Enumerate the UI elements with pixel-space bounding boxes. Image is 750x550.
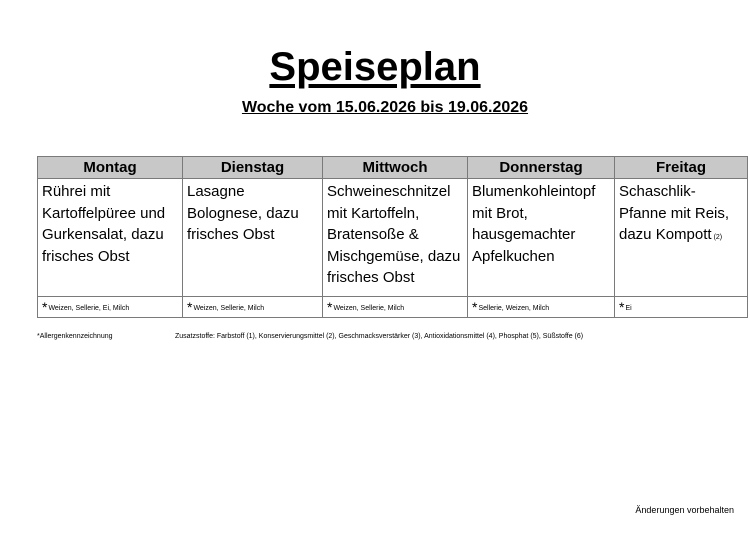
dish-mittwoch — [323, 179, 468, 297]
allergen-list: Sellerie, Weizen, Milch — [478, 305, 550, 312]
day-header-row — [38, 157, 748, 179]
menu-table — [37, 156, 748, 318]
allergen-row — [38, 297, 748, 318]
allergens-donnerstag — [468, 297, 615, 318]
allergen-star: * — [327, 299, 333, 315]
dish-row — [38, 179, 748, 297]
day-header-donnerstag: Donnerstag — [468, 157, 615, 179]
allergen-list: Ei — [625, 305, 632, 312]
allergens-montag — [38, 297, 183, 318]
dish-text: Lasagne Bolognese, dazu frisches Obst — [187, 183, 299, 243]
dish-freitag — [615, 179, 748, 297]
dish-text: Rührei mit Kartoffelpüree und Gurkensalat, dazu frisches Obst — [42, 183, 166, 265]
week-range: Woche vom 15.06.2026 bis 19.06.2026 — [241, 99, 529, 116]
day-header-mittwoch: Mittwoch — [323, 157, 468, 179]
allergens-mittwoch — [323, 297, 468, 318]
dish-text: Schweineschnitzel mit Kartoffeln, Bratensoße & Mischgemüse, dazu frisches Obst — [327, 183, 461, 286]
allergen-list: Weizen, Sellerie, Milch — [333, 305, 405, 312]
allergen-star: * — [619, 299, 625, 315]
additive-reference: (2) — [713, 234, 723, 241]
dish-montag — [38, 179, 183, 297]
changes-note: Änderungen vorbehalten — [635, 505, 734, 515]
additives-footnote: Zusatzstoffe: Farbstoff (1), Konservierungsmittel (2), Geschmacksverstärker (3), Antioxidationsmittel (4), Phosphat (5), Süßstoffe (6) — [175, 333, 584, 340]
allergen-star: * — [187, 299, 193, 315]
dish-text: Blumenkohleintopf mit Brot, hausgemachter Apfelkuchen — [472, 183, 596, 265]
day-header-freitag: Freitag — [615, 157, 748, 179]
dish-donnerstag — [468, 179, 615, 297]
day-header-montag: Montag — [38, 157, 183, 179]
allergen-star: * — [472, 299, 478, 315]
allergens-freitag — [615, 297, 748, 318]
allergen-list: Weizen, Sellerie, Milch — [193, 305, 265, 312]
allergen-star: * — [42, 299, 48, 315]
allergen-list: Weizen, Sellerie, Ei, Milch — [48, 305, 130, 312]
dish-text: Schaschlik-Pfanne mit Reis, dazu Kompott — [619, 183, 730, 243]
day-header-dienstag: Dienstag — [183, 157, 323, 179]
allergens-dienstag — [183, 297, 323, 318]
dish-dienstag — [183, 179, 323, 297]
page-title: Speiseplan — [269, 45, 481, 89]
allergen-footnote: *Allergenkennzeichnung — [37, 333, 113, 340]
